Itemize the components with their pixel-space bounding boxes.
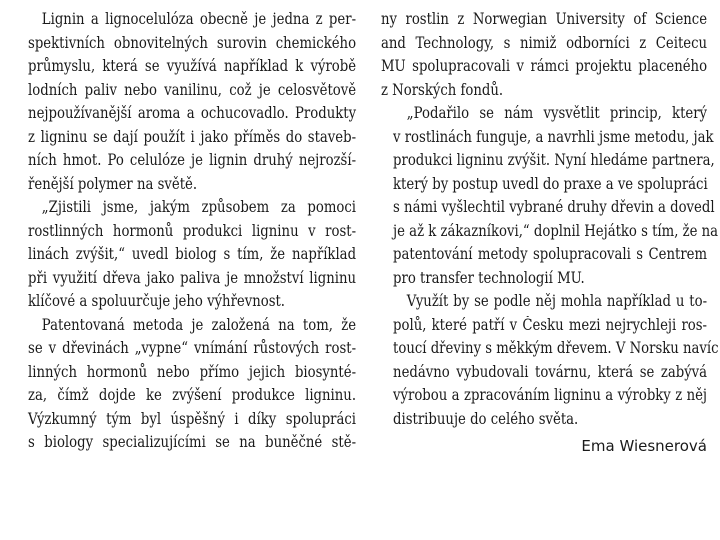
text-line: patentování metody spolupracovali s Centrem xyxy=(393,245,708,263)
text-line: linných hormonů nebo přímo jejich biosynté- xyxy=(28,362,357,381)
text-line: MU spolupracovali v rámci projektu placeného xyxy=(381,57,708,75)
text-line: spektivních obnovitelných surovin chemického xyxy=(28,33,357,52)
text-line: s námi vyšlechtil vybrané druhy dřevin a dovedl xyxy=(393,198,715,216)
text-line: za, čímž dojde ke zvýšení produkce ligninu. xyxy=(28,386,357,404)
text-line: Lignin a lignocelulóza obecně je jedna z per- xyxy=(41,10,357,28)
author-byline: Ema Wiesnerová xyxy=(581,437,707,455)
text-line: který by postup uvedl do praxe a ve spolupráci xyxy=(393,174,708,193)
text-line: distribuuje do celého světa. xyxy=(393,409,579,428)
text-line: ních hmot. Po celulóze je lignin druhý nejrozší- xyxy=(28,151,357,169)
paragraph xyxy=(381,290,719,431)
text-line: ny rostlin z Norwegian University of Science xyxy=(381,10,708,28)
paragraph xyxy=(381,8,707,102)
text-line: v rostlinách funguje, a navrhli jsme metodu, jak xyxy=(393,127,714,146)
right-column xyxy=(381,8,719,459)
text-line: výrobou a zpracováním ligninu a výrobky z něj xyxy=(393,386,708,404)
text-line: průmyslu, která se využívá například k výrobě xyxy=(28,57,357,75)
text-line: polů, které patří v Česku mezi nejrychleji ros- xyxy=(393,315,708,334)
text-line: rostlinných hormonů produkci ligninu v rost- xyxy=(28,221,357,240)
text-line: klíčové a spoluurčuje jeho výhřevnost. xyxy=(28,292,286,310)
text-line: Využít by se podle něj mohla například u to- xyxy=(406,292,708,310)
paragraph xyxy=(381,102,719,290)
text-line: s biology specializujícími se na buněčné stě- xyxy=(28,433,357,451)
text-line: z ligninu se dají použít i jako příměs do staveb- xyxy=(28,127,357,146)
text-line: linách zvýšit,“ uvedl biolog s tím, že například xyxy=(28,245,357,263)
text-line: Patentovaná metoda je založená na tom, že xyxy=(41,315,357,334)
text-line: řenější polymer na světě. xyxy=(28,174,198,193)
text-line: Výzkumný tým byl úspěšný i díky spolupráci xyxy=(28,409,357,428)
paragraph xyxy=(16,196,356,314)
text-line: je až k zákazníkovi,“ doplnil Hejátko s tím, že na xyxy=(393,221,719,240)
text-line: při využití dřeva jako paliva je množství ligninu xyxy=(28,268,357,287)
text-line: „Podařilo se nám vysvětlit princip, který xyxy=(406,104,708,122)
text-line: „Zjistili jsme, jakým způsobem za pomoci xyxy=(41,198,357,216)
text-line: produkci ligninu zvýšit. Nyní hledáme partnera, xyxy=(393,151,715,169)
paragraph xyxy=(16,8,356,196)
text-line: toucí dřeviny s měkkým dřevem. V Norsku navíc xyxy=(393,339,719,357)
text-line: z Norských fondů. xyxy=(381,80,504,99)
paragraph xyxy=(16,314,356,455)
text-line: lodních paliv nebo vanilinu, což je celosvětově xyxy=(28,80,357,99)
left-column xyxy=(16,8,356,455)
text-line: and Technology, s nimiž odborníci z Ceitecu xyxy=(381,33,708,52)
text-line: se v dřevinách „vypne“ vnímání růstových rost- xyxy=(28,339,357,357)
text-line: nedávno vybudovali továrnu, která se zabývá xyxy=(393,362,708,381)
text-line: nejpoužívanější aroma a ochucovadlo. Produkty xyxy=(28,104,357,122)
text-line: pro transfer technologií MU. xyxy=(393,268,585,287)
